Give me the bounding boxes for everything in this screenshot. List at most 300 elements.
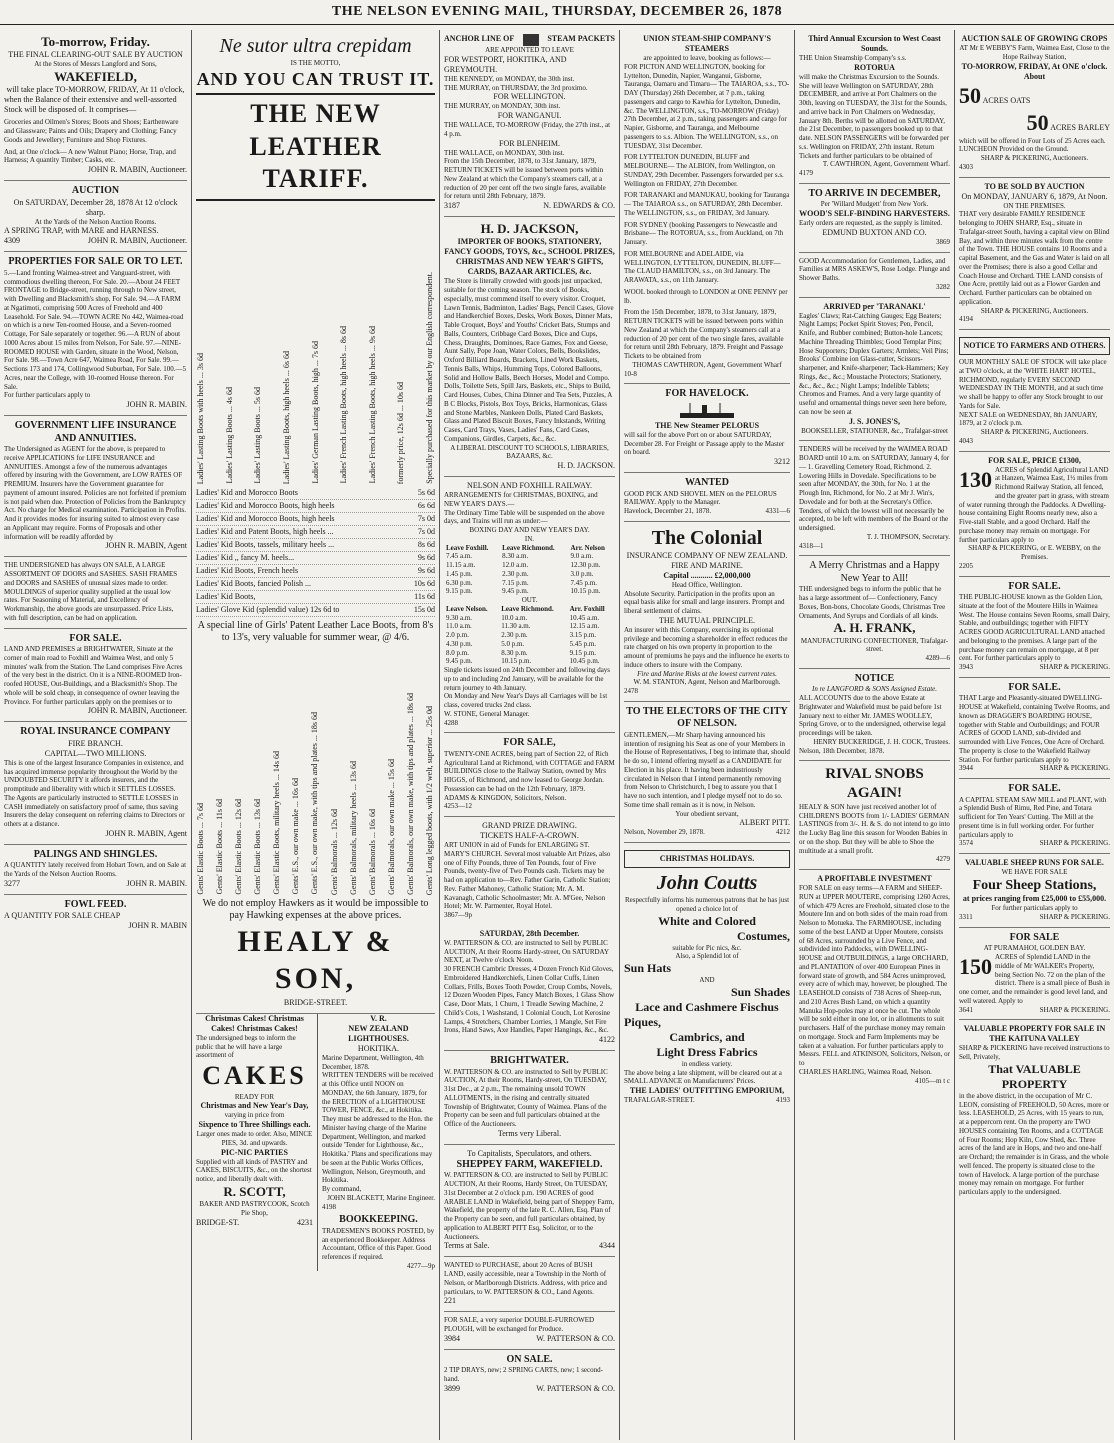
ad-signature: JOHN BLACKETT, Marine Engineer. [327,1193,435,1202]
ad-ref: 2478 [624,687,638,695]
ad-by: By command, [321,1185,362,1193]
ad-trade: MANUFACTURING CONFECTIONER, Trafalgar-street. [800,636,949,654]
ad-costumes: Costumes, [737,928,790,943]
tariff-trust: AND YOU CAN TRUST IT. [196,68,435,89]
ad-signature: HENRY BUCKERIDGE, J. H. COCK, Trustees. [813,737,950,746]
ad-ref: 3943 [959,663,973,671]
ad-notice-farmers [959,330,1110,452]
ad-title: FOR SALE. [1008,783,1061,794]
ad-ref: 4194 [959,315,973,324]
ad-sheppey [444,1145,615,1258]
ad-properties [4,252,187,416]
ad-ref: 4198 [321,1202,336,1211]
ad-murray: THE MURRAY, on THURSDAY, the 3rd proximo. [444,83,588,92]
ad-west: FOR WESTPORT, HOKITIKA, AND GREYMOUTH. [444,54,567,74]
tariff-row [196,487,435,500]
railway-section [444,477,615,925]
ad-premises: ON THE PREMISES. [1003,201,1066,210]
ad-items-one: And, at One o'clock— A new Walnut Piano; Horse, Trap, and Harness; A quantity Timber; Casks, etc. [4,147,176,165]
ad-body: THE PUBLIC-HOUSE known as the Golden Lion, situate at the foot of the Moutere Hills in Waimea West. The House contains Seven Rooms, small Dairy, Stable, and outbuildings; together with FIFTY ACRES GOOD AGRICULTURAL LAND attached and belonging to the premises. A large part of the purchase money can remain on mortgage, at 8 per cent. For further particulars apply to [959,593,1110,663]
ad-jackson [444,217,615,477]
ad-signature: JOHN R. MABIN. [126,400,187,409]
timetable-cell: 7.15 p.m. [502,578,529,587]
ad-title: TO ARRIVE IN DECEMBER, [808,187,941,199]
tariff-row [196,565,435,578]
ad-return: From the 15th December, 1878, to 31st January, 1879, RETURN TICKETS will be issued between ports within New Zealand at which the Company's steamers call at a reduction of 20 per cent of the two single fares, available for return until 28th February, 1879. Freight and Passage Tickets to be obtained from [624,308,784,360]
ad-profitable-investment [799,870,950,1090]
ad-body: will make the Christmas Excursion to the Sounds. She will leave Wellington on SATURDAY, 28th DECEMBER, and arrive at Port Chalmers on the 30th, leaving on TUESDAY, the 31st for the Sounds, and arrive back in Port Chalmers on Wednesday, January 8th. Berths will be allotted on SATURDAY, the 21st December, to passengers booked up to that date. NELSON PASSENGERS will be forwarded per s.s. Wellington on FRIDAY, 27th instant. Return Tickets and further particulars to be obtained of [799,72,950,160]
ad-signature: W. STONE, General Manager. [444,709,530,718]
ad-yours: Your obedient servant, [675,809,739,818]
ad-signature: JOHN R. MABIN. [126,878,187,888]
ad-out: OUT. [521,596,538,604]
ad-wood: WOOD'S SELF-BINDING HARVESTERS. [799,209,950,218]
ad-saturday-auction [444,925,615,1051]
tariff-row [196,591,435,604]
ad-well: FOR WELLINGTON. [493,92,566,102]
ad-body: Absolute Security. Participation in the profits upon an equal basis alike for small and large insurers. Prompt and liberal settlement of claims. [624,589,785,615]
ad-wallace: THE WALLACE, TO-MORROW (Friday, the 27th inst., at 4 p.m. [444,121,611,138]
ad-body: THE UNDERSIGNED has always ON SALE, A LARGE ASSORTMENT OF DOORS and SASHES. SASH FRAMES and DOORS and SASHES of unusual sizes made to order. MOULDINGS of superior quality supplied at the usual low rates. For Seasoning of Material, and Excellency of Workmanship, the above goods are unsurpassed. Price Lists, with full description, can be had on application. [4,561,178,622]
tariff-row-price: 10s 6d [413,578,435,588]
ad-body: FOR PICTON AND WELLINGTON, booking for Lyttelton, Dunedin, Napier, Wanganui, Gisborne, Tauranga, Oamaru and Timaru— The TAIAROA, s.s., TO-DAY (Thursday) 26th December, at 7 p.m., taking passengers and cargo to Kawhia for Lyttelton, Dunedin, &c. The WELLINGTON, s.s., TO-MORROW (Friday) 27th December, at 2 p.m., taking passengers and cargo for Napier, Gisborne, and Tauranga, and Melbourne passengers to s.s. Albion. The WELLINGTON, s.s., on TUESDAY, 31st December. [624,62,790,150]
ad-ref: 3212 [774,457,790,466]
tariff-row-price: 11s 6d [414,591,435,601]
ad-body: which will be offered in Four Lots of 25 Acres each. LUNCHEON Provided on the Ground. [959,136,1106,154]
ad-body: A QUANTITY FOR SALE CHEAP [4,911,121,921]
ad-note: The Ordinary Time Table will be suspended on the above days, and Trains will run as under:— [444,508,605,526]
ad-title: UNION STEAM-SHIP COMPANY'S STEAMERS [643,34,771,53]
ad-notice-langford [799,669,950,762]
tariff-row-price: 7s 0d [417,526,435,536]
ad-body: W. PATTERSON & CO. are instructed to Sell by PUBLIC AUCTION, At their Rooms, Hardy Street, On TUESDAY, 31st December at 2 o'clock p.m. 190 ACRES of good ARABLE LAND in Wakefield, being part of Sheppey Farm, Wakefield, the property of the late R. C. Allen, Esq. Plan of the Property can be seen, and full particulars obtained, by application to ALBERT PITT Esq, Solicitor, or to the Auctioneers. [444,1171,614,1241]
timetable-in [444,544,615,597]
ad-date: Havelock, December 21, 1878. [624,507,712,515]
timetable-cell: 6.30 p.m. [446,578,473,587]
ad-body: WRITTEN TENDERS will be received at this Office until NOON on MONDAY, the 6th January, 1879, for the ERECTION of a LIGHTHOUSE TOWER, FENCE, &c., at Hokitika. They must be addressed to the Hon. the Minister having charge of the Marine Department, Wellington, and marked outside 'Tender for Lighthouse, &c., Hokitika.' Plans and specifications may be seen at the Public Works Offices, Wellington, Nelson, Greymouth, and Hokitika. [321,1071,434,1185]
ad-subtitle: THE FINAL CLEARING-OUT SALE BY AUCTION [8,50,183,60]
ad-next: NEXT SALE on WEDNESDAY, 8th JANUARY, 1879, at 2 o'clock p.m. [959,410,1098,428]
ad-right-title: STEAM PACKETS [547,34,615,43]
ad-royal-insurance [4,722,187,845]
tariff-row-name: Ladies' Kid and Morocco Boots [196,487,298,497]
ad-title: NOTICE [854,672,895,684]
timetable-cell: 9.45 p.m. [502,587,529,596]
ad-auction-trap [4,181,187,252]
ad-signature: J. S. JONES'S, [849,416,900,426]
tariff-vertical-item: Ladies' Lasting Boots, high heels ... 6s 6d [281,350,291,484]
ad-end: in endless variety. [681,1059,733,1068]
ad-signature: H. D. JACKSON. [557,461,615,470]
steamer-icon [672,401,742,421]
ad-signature: JOHN R. MABIN, Agent [105,541,187,551]
ad-taranaki: FOR TARANAKI and MANUKAU, booking for Tauranga— The TAIAROA s.s., on SATURDAY, 28th December. The WELLINGTON, s.s., on FRIDAY, 3rd January. [624,191,790,217]
ad-body: A SPRING TRAP, with MARE and HARNESS. [4,226,159,236]
ad-ref: 3869 [936,237,950,246]
tariff-row [196,578,435,591]
column-4 [620,30,795,1440]
ad-four: Four Sheep Stations, [972,877,1097,893]
timetable-header: Leave Nelson. [446,604,488,613]
timetable-cell: 3.15 p.m. [569,631,597,639]
ad-white: White and Colored [658,913,756,928]
ad-ref: 4279 [936,855,950,864]
masthead: THE NELSON EVENING MAIL, THURSDAY, DECEMBER 26, 1878 [0,0,1114,25]
ad-ref: 4318—1 [799,541,824,550]
ad-ref: 3867—9p [444,911,472,919]
ad-title: ARRIVED per 'TARANAKI.' [823,301,926,311]
ad-signature: JOHN R. MABIN, Auctioneer. [87,706,187,716]
ad-liberal: A LIBERAL DISCOUNT TO SCHOOLS, LIBRARIES, BAZAARS, &c. [450,443,609,461]
ad-intro: To Capitalists, Speculators, and others. [467,1148,592,1158]
ad-government-insurance [4,416,187,557]
tariff-row-name: Ladies' Kid Boots, [196,591,256,601]
ad-trade: BAKER AND PASTRYCOOK, Scotch Pie Shop, [199,1200,310,1217]
ad-title: AUCTION SALE OF GROWING CROPS [961,34,1108,43]
ad-palings [4,845,187,895]
ad-lace: Lace and Cashmere Fischus [635,999,779,1014]
ad-sheep-runs [959,854,1110,928]
ad-body: WE HAVE FOR SALE [1001,868,1068,876]
timetable-cell: 11.0 a.m. [446,622,472,631]
ad-sold-by-auction [959,178,1110,331]
ad-ship: Per 'Willard Mudgett' from New York. [820,200,929,209]
column-6 [955,30,1114,1440]
ad-shop: THE LADIES' OUTFITTING EMPORIUM, [629,1086,785,1095]
ad-barley: ACRES BARLEY [1050,123,1110,132]
ad-title: FOR HAVELOCK. [665,388,749,400]
ad-prize-drawing [444,817,615,925]
timetable-cell: 8.0 p.m. [446,648,469,657]
ad-body: TWENTY-ONE ACRES, being part of Section 22, of Rich Agricultural Land at Richmond, with COTTAGE and FARM BUILDINGS close to the Railway Station, owned by Mrs HIGGS, of Richmond, and now leased to George Jordan. Possession can be had on the 12th February, 1879. [444,749,615,793]
ad-merry-christmas [799,556,950,669]
tariff-row-price: 9s 6d [417,552,435,562]
ad-subtitle: In re LANGFORD & SONS Assigned Estate. [811,685,938,694]
tariff-title: THE NEW LEATHER TARIFF. [249,99,382,194]
ad-richmond-land [444,733,615,817]
ad-signature: SHARP & PICKERING. [1039,1005,1110,1014]
ad-signature: SHARP & PICKERING. [1039,839,1110,848]
ad-lighthouses [318,1014,435,1271]
tariff-motto: Ne sutor ultra crepidam [219,35,412,57]
ad-street: BRIDGE-ST. [196,1217,240,1227]
ad-subtitle: INSURANCE COMPANY OF NEW ZEALAND. [626,550,788,560]
ad-prices: at prices ranging from £25,000 to £55,000. [962,894,1107,904]
ad-barley-number: 50 [1026,110,1049,135]
ad-subtitle: TICKETS HALF-A-CROWN. [480,831,579,840]
ad-subtitle: IMPORTER OF BOOKS, STATIONERY, FANCY GOODS, TOYS, &c., SCHOOL PRIZES, CHRISTMAS AND NEW YEAR'S GIFTS, CARDS, BAZAAR ARTICLES, &c. [444,237,615,277]
ad-ref: 3574 [959,839,973,848]
ad-signature: JOHN R. MABIN [128,921,187,931]
ad-saw-mill [959,779,1110,854]
ad-title: ON SALE. [506,1353,553,1365]
ad-place: At the Yards of the Nelson Auction Rooms. [34,217,157,226]
ad-sun-hats: Sun Hats [624,961,672,975]
ad-body: will sail for the above Port on or about SATURDAY, December 28. For Freight or Passage apply to the Master on board. [624,430,785,457]
ad-when: TO-MORROW, FRIDAY, At ONE o'clock. About [961,61,1108,81]
ad-title: PROPERTIES FOR SALE OR TO LET. [8,256,183,268]
ad-wool: WOOL booked through to LONDON at ONE PENNY per lb. [624,287,788,305]
ad-body: ACRES of Splendid Agricultural LAND at Hanzen, Waimea East, 1½ miles from Richmond Railway Station, all fenced, and the greater part in grass, with stream of water running through the Paddocks. A Dwelling-house containing Eight Rooms nearly new, also a Five-stall Stable, and a good Orchard. Half the purchase money may remain on mortgage. For further particulars apply to [959,465,1109,544]
ad-accommodation [799,253,950,298]
ad-name: R. SCOTT, [223,1183,286,1199]
timetable-cell: 8.30 p.m. [501,648,528,657]
ad-monday: On Monday and New Year's Days all Carriages will be 1st class, covered trucks 2nd class. [444,692,608,709]
ad-signature: W. PATTERSON & CO. [536,1333,615,1343]
ad-body: 2 TIP DRAYS, new; 2 SPRING CARTS, new; 1 second-hand. [444,1366,603,1383]
ad-signature: W. M. STANTON, Agent, Nelson and Marlborough. [633,678,781,687]
tariff-row-name: Ladies' Kid and Morocco Boots, high heels [196,500,335,510]
tariff-motto-sub: IS THE MOTTO, [290,59,341,67]
ad-final-sale [4,30,187,181]
ad-title: To-morrow, Friday. [41,34,150,49]
ad-price: Sixpence to Three Shillings each. [198,1120,311,1129]
ad-body2: in the above district, in the occupation of Mr C. LEON, consisting of FREEHOLD, 50 Acres, more or less. LEASEHOLD, 25 Acres, with 15 years to run, at a peppercorn rent. On the property are TWO HOUSES containing Ten Rooms, and a COTTAGE of Four Rooms; Hop Kiln, Cow Shed, &c. Three acres of the land are in Hops, and two and one-half are Orchard; the remainder is in Grass, and the whole well fenced. The property is situated close to the town of Havelock. A large portion of the purchase money may remain on mortgage. For further particulars apply to the undersigned. [959,1091,1110,1196]
ad-title: The Colonial [651,526,763,549]
ad-agent: N. EDWARDS & CO. [543,201,615,210]
ad-body: THAT Large and Pleasantly-situated DWELLING-HOUSE at Wakefield, containing Twelve Rooms, and known as DRAGGER'S BOARDING HOUSE, together with Stable and Outbuildings; and FOUR ACRES of GOOD LAND, sub-divided and surrounded with Live Fences, One Acre of Orchard. The property is close to the Wakefield Railway Station. For further particulars apply to [959,694,1110,764]
tariff-gents-item: Gents' Long legged boots, with 1/2 welt, superior ... 25s 0d [424,705,434,895]
ad-for: Christmas and New Year's Day, [200,1101,309,1111]
ad-for-sale-brightwater [4,629,187,723]
ad-title: BRIGHTWATER. [490,1055,569,1066]
ad-big-number: 130 [959,466,992,492]
ad-footer: For further particulars apply to [4,391,91,400]
tariff-row-name: Ladies' Kid and Morocco Boots, high heels [196,513,335,523]
ad-title: NELSON AND FOXHILL RAILWAY. [467,481,592,490]
tariff-row [196,539,435,552]
ad-ship: THE New Steamer PELORUS [654,420,760,430]
ad-title: AUCTION [71,185,120,196]
ad-ref: 3277 [4,878,20,888]
ad-title: TO BE SOLD BY AUCTION [984,181,1085,191]
ad-railway [444,477,615,733]
ad-and: AND [699,976,715,984]
ad-title: WANTED [685,477,729,488]
ad-body: This is one of the largest Insurance Companies in existence, and has acquired immense popularity throughout the World by the UNDOUBTED SECURITY it affords insurers, and the promptitude and liberality with which it SETTLES LOSSES. The Agents are particularly instructed to SETTLE LOSSES in CASH immediately on satisfactory proof of same, thus saving Insurers the delay consequent on referring claims to Directors or others at a distance. [4,758,185,828]
ad-anchor-line [444,30,615,217]
tariff-gents-item: Gents' Balmorals, military heels ... 13s 6d [348,760,358,895]
ad-supply: Supplied with all kinds of PASTRY and CAKES, BISCUITS, &c., on the shortest notice, and liberally dealt with. [196,1157,312,1183]
ad-wallace2: THE WALLACE, on MONDAY, 30th inst. [444,148,565,157]
tariff-gents-item: Gents' Balmorals, our own make, with tips and plates ... 18s 6d [405,692,415,895]
tariff-vertical-item: Ladies' Lasting Boots ... 5s 6d [253,387,263,484]
ad-single: Single tickets issued on 24th December and following days up to and including 2nd January, will be available for the return journey to 4th January. [444,666,611,692]
ad-cambrics: Cambrics, and [669,1029,745,1044]
tariff-gents-item: Gents' Balmorals, our own make ... 15s 6d [386,758,396,895]
timetable-header: Arr. Foxhill [569,604,605,613]
timetable-cell: 3.0 p.m. [570,569,594,578]
timetable-header: Leave Foxhill. [446,543,489,552]
ad-ref: 4289—6 [925,654,950,662]
ad-body: GOOD Accommodation for Gentlemen, Ladies, and Families at MRS ASKEW'S, Rose Lodge. Plunge and Shower Baths. [799,256,950,282]
timetable-cell: 2.0 p.m. [446,631,469,639]
ad-ref: 3187 [444,201,460,210]
ad-growing-crops [959,30,1110,178]
ad-body: THAT very desirable FAMILY RESIDENCE belonging to JOHN SHARP, Esq., situate in Trafalgar-street South, having a capital view on Blind Bay, and within three minutes walk from the centre of the Town. THE HOUSE contains 10 Rooms and a capital Basement, and the Gas and Water is laid on all over the Premises; there is also a good Cellar and Coach House and Orchard. THE LAND consists of One Acre, prettily laid out as a Flower Garden and Orchard. Further particulars can be obtained on application. [959,210,1110,306]
tariff-price-rows [196,487,435,617]
ad-ref: 3944 [959,764,973,773]
ad-date: Marine Department, Wellington, 4th December, 1878. [321,1053,424,1071]
ad-rival-snobs [799,761,950,870]
ad-ref: 4105—m t c [915,1076,950,1085]
ad-title: VALUABLE SHEEP RUNS FOR SALE. [965,858,1104,867]
ad-foot: For further particulars apply to [991,904,1078,913]
ad-place: At the Stores of Messrs Langford and Sons, [34,60,157,69]
ad-ref: 3899 [444,1383,460,1393]
ad-body: HEALY & SON have just received another lot of CHILDREN'S BOOTS from 1/- LADIES' GERMAN LASTINGS from 3/-. H. & S. do not intend to go into the Lucky Bag line this season for Wooden Babies in or on the shop. But they will be able to Shoe the multitude at a small profit. [799,802,950,855]
ad-note: The above being a late shipment, will be cleared out at a SMALL ADVANCE on Manufacturers' Prices. [624,1068,782,1086]
ad-title: FOWL FEED. [64,898,127,910]
ad-title: H. D. JACKSON, [480,221,579,236]
timetable-cell: 4.30 p.m. [446,639,473,648]
ad-wanted-bush [444,1257,615,1312]
timetable-cell: 5.0 p.m. [501,639,525,648]
ad-colonial-insurance [624,522,790,702]
ad-body: OUR MONTHLY SALE OF STOCK will take place at TWO o'clock, at the 'WHITE HART' HOTEL, RICHMOND, regularly EVERY SECOND WEDNESDAY IN THE MONTH, and at such time we shall be happy to offer any Stock brought to our Yards for Sale. [959,358,1107,410]
ad-title: NOTICE TO FARMERS AND OTHERS. [959,337,1110,355]
ad-body: Eagles' Claws; Rat-Catching Gauges; Egg Beaters; Night Lamps; Pocket Spirit Stoves; Pen, Pencil, Knife, and Rubber combined; Button-hole Lancets; Machine Threading Thimbles; Good Templar Pins; Hose Supporters; Duplex Garters; Armlets; Veil Pins; Brooks' Combine ion Glass-cutter, Scissors-sharpener, and Knife-sharpener; Tack-Hammers; Key Rings, &c., &c.; Moustache Protectors; Stationery, &c., &c., &c.; Night Lamps; Indelible Tablets; Chromos and Frames. And a very large quantity of useful and ornamental things never seen here before, can now be seen at [799,311,949,416]
ad-ref: 3641 [959,1005,973,1014]
ad-at: AT Mr E WEBBY'S Farm, Waimea East, Close to the Hope Railway Station, [959,44,1110,61]
ad-body: when the Balance of their extensive and well-assorted Stock will be disposed of. It comprises— [4,95,177,115]
ad-bookkeeping-ref: 4277—9p [407,1261,435,1270]
ad-sydney: FOR SYDNEY (booking Passengers to Newcastle and Brisbane— The ROTORUA, s.s., from Auckland, on 7th January. [624,220,784,246]
column-5 [795,30,955,1440]
tariff-row-name: Ladies' Kid Boots, French heels [196,565,299,575]
ad-signature: JOHN R. MABIN, Agent [105,828,187,838]
ad-title: TO THE ELECTORS OF THE CITY OF NELSON. [626,705,788,730]
ad-taranaki-arrived [799,298,950,442]
ad-vary: varying in price from [224,1111,285,1120]
ad-title: NEW ZEALAND LIGHTHOUSES. [348,1023,409,1043]
tariff-row-name: Ladies' Kid Boots, tassels, military heels ... [196,539,335,549]
ad-vr: V. R. [370,1013,387,1023]
ad-kaituna [959,1020,1110,1202]
tariff-row [196,500,435,513]
ad-signature: ALBERT PITT. [739,818,790,828]
ad-orders: Larger ones made to order. Also, MINCE PIES, 3d. and upwards. [196,1130,313,1147]
tariff-row-name: Ladies' Kid and Patent Boots, high heels ... [196,526,334,536]
ad-body: THE undersigned begs to inform the public that he has a large assortment of— Confectionery, Fancy Boxes, Bon-bons, Chocolate Goods, Christmas Tree Ornaments, And Syrups and Cordials of all kinds. [799,585,946,620]
ad-wanted-men [624,473,790,522]
tariff-gents-item: Gents' Elastic Boots ... 13s 6d [253,799,263,895]
ad-ref: 4344 [599,1241,615,1251]
ad-also: Also, a Splendid lot of [675,952,739,961]
ad-body: FOR SALE on easy terms—A FARM and SHEEP-RUN at UPPER MOUTERE, comprising 1260 Acres, of which 479 Acres are Freehold, situated close to the Moutere Inn and on both sides of the main road from Nelson to Motueka. The FARMHOUSE, including some of the best LAND at Upper Moutere, consists of 68 Acres, surrounded by a Live Fence, and subdivided into Paddocks, with DWELLING-HOUSE and OUTBUILDINGS, a large ORCHARD, and PLANTATION of over 400 European Pines in forward state of growth, and 584 Acres unimproved, every acre of which may, however, be ploughed. The LEASEHOLD consists of 738 Acres of Sheep-run, and 210 Acres Bush Land, on which a quantity Manuka Hop-poles may at once be cut. The whole will be sold either in one lot, or in allotments to suit purchasers. Half of the purchase money may remain on mortgage. Stock and Farm Implements may be taken at a valuation. For further particulars apply to Messrs. FELL and ATKINSON, Solicitors, Nelson, or to [799,884,951,1067]
ad-signature: EDMUND BUXTON AND CO. [822,227,927,237]
timetable-cell: 10.45 p.m. [569,657,600,666]
ad-signature: SHARP & PICKERING. [1039,913,1110,921]
timetable-cell: 11.30 a.m. [501,622,531,631]
column-2 [192,30,440,1440]
ad-christmas-cakes [196,1014,318,1271]
ad-light: Light Dress Fabrics [656,1044,758,1059]
flag-icon [523,34,539,46]
ad-mutual: THE MUTUAL PRINCIPLE. [659,615,755,625]
timetable-cell: 1.45 p.m. [446,569,473,578]
ad-ref: 3984 [444,1333,460,1343]
timetable-cell: 9.0 a.m. [570,552,594,561]
ad-electors [624,702,790,843]
ad-road-board-tenders [799,441,950,556]
ad-title: VALUABLE PROPERTY FOR SALE IN THE KAITUNA VALLEY [963,1024,1106,1044]
ad-title: FOR SALE, PRICE £1300, [988,455,1081,465]
ad-ref: 4193 [776,1096,790,1104]
ad-title: FOR SALE. [1008,580,1061,592]
tariff-row-name: Ladies' Kid Boots, fancied Polish ... [196,578,311,588]
column-1 [0,30,192,1440]
timetable-cell: 10.45 a.m. [569,613,600,622]
ad-picnic: suitable for Pic nics, &c. [672,943,742,952]
ad-subtitle: HOKITIKA. [357,1043,400,1053]
ad-melbourne: FOR MELBOURNE and ADELAIDE, via WELLINGTON, LYTTELTON, DUNEDIN, BLUFF— The CLAUD HAMILTON, s.s., on 3rd January. The ARAWATA, s.s., on 11th January. [624,249,781,284]
ad-body: A CAPITAL STEAM SAW MILL and PLANT, with a Splendid Bush of Rimu, Red Pine, and Totara sufficient for Ten Years' Cutting. The Mill at the present time is in full working order. For further particulars apply to [959,795,1107,839]
ad-title: SHEPPEY FARM, WAKEFIELD. [456,1158,603,1170]
ad-signature: THOMAS CAWTHRON, Agent, Government Wharf [632,360,782,369]
timetable-cell: 9.15 p.m. [446,587,473,596]
ad-date: SATURDAY, 28th December. [479,928,580,938]
ad-body: The Undersigned as AGENT for the above, is prepared to receive APPLICATIONS for LIFE INSURANCE and ANNUITIES. Amongst a few of the numerous advantages offered by insuring with the Government, are LOW RATES OF PREMIUM. Insurers have the Government guarantee for payment of amount insured. Policies are not forfeited if premium is not paid when due. Protection of Policies from the Bankruptcy Act. No charge for Medical examination. Participation in Profits. And it provides modes for insuring suited to almost every case an Applicant may require. Forms of Proposals and other information will be readily afforded by [4,445,187,541]
timetable-cell: 9.45 p.m. [446,657,473,666]
tariff-vertical-item: Ladies' Lasting Boots with heels ... 3s 6d [196,352,205,484]
ad-leather-tariff [196,30,435,1014]
ad-ref: 221 [444,1296,456,1306]
ad-body: W. PATTERSON & CO. are instructed to Sell by PUBLIC AUCTION, At their Rooms, Hardy-street, On TUESDAY, 31st Dec., at 2 p.m., The remaining unsold TOWN ALLOTMENTS, in the rising and centrally situated Township of Brightwater, County of Waimea. Plans of the Property can be seen and full particulars obtained at the Office of the Auctioneers. [444,1067,608,1128]
ad-ref: 4253—12 [444,802,472,811]
ad-brightwater [444,1051,615,1145]
timetable-cell: 7.45 p.m. [570,578,597,587]
ad-coutts [624,843,790,1110]
timetable-out [444,605,615,666]
timetable-header: Arr. Nelson [570,543,605,552]
ad-title: CHRISTMAS HOLIDAYS. [624,850,790,868]
tariff-vertical-list [196,204,435,484]
timetable-header: Leave Richmond. [502,543,555,552]
ad-company: THE Union Steamship Company's s.s. [799,54,907,62]
ad-terms: Terms very Liberal. [497,1128,562,1138]
tariff-vertical-item: Ladies' German Lasting Boots, high ... 7s 6d [310,341,320,484]
tariff-row-price: 9s 6d [417,565,435,575]
tariff-row [196,513,435,526]
tariff-vertical-item: Specially purchased for this market by our English correspondent. [425,272,434,484]
tariff-gents-item: Gents' E.S., our own make, with tips and plates ... 18s 6d [310,712,320,895]
ad-shop: BOOKSELLER, STATIONER, &c., Trafalgar-street [801,426,948,435]
ad-intro: Respectfully informs his numerous patrons that he has just opened a choice lot of [624,896,790,913]
timetable-cell: 5.45 p.m. [569,639,597,648]
timetable-cell: 12.15 a.m. [569,622,600,631]
ad-signature: W. PATTERSON & CO. [536,1383,615,1393]
ad-ref: 4212 [776,828,790,837]
ad-ref: 4043 [959,436,973,445]
ad-wakefield-house [959,678,1110,779]
tariff-row [196,526,435,539]
ad-price-1300 [959,452,1110,577]
tariff-vertical-item: Ladies' French Lasting Boots, high heels ... 8s 6d [339,326,349,484]
ad-return: From the 15th December, 1878, to 31st January, 1879, RETURN TICKETS will be issued between ports within New Zealand at which the Company's steamers call, at a reduction of 20 per cent off the two single fares, available for return until 28th February, 1879. [444,157,606,201]
timetable-cell: 10.15 p.m. [570,587,601,596]
ad-body: ALL ACCOUNTS due to the above Estate at Brightwater and Wakefield must be paid before 1st January next to either Mr. JAMES WOOLLEY, Spring Grove, or to the undersigned, otherwise legal proceedings will be taken. [799,694,946,737]
ad-ref: 4179 [799,169,813,177]
ad-oats: ACRES OATS [982,95,1031,105]
ad-that: That VALUABLE PROPERTY [988,1061,1081,1091]
ad-when: will take place TO-MORROW, FRIDAY, At 11 o'clock, [6,85,185,95]
ad-title: FOR SALE. [1008,681,1061,693]
ad-body: A QUANTITY lately received from Hobart Town, and on Sale at the Yards of the Nelson Auction Rooms. [4,861,187,878]
ad-ref: 4331—6 [765,507,790,515]
ad-murray2: THE MURRAY, on MONDAY, 30th inst. [444,102,561,111]
timetable-cell: 7.45 a.m. [446,552,473,561]
